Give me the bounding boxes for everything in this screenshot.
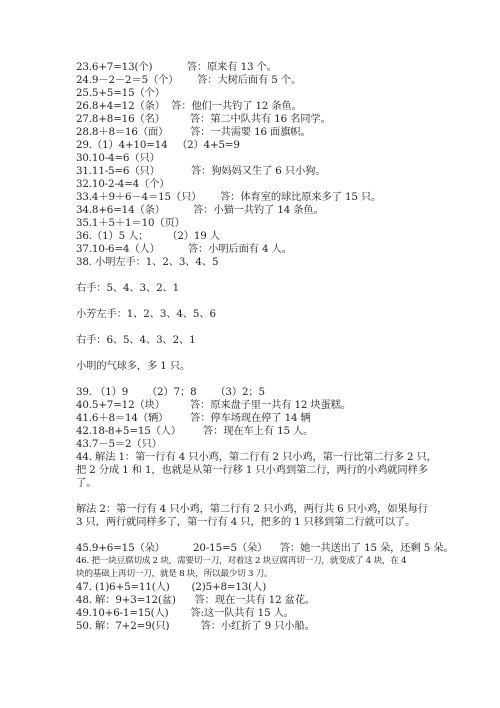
answer-line: 40.5+7=12（块） 答：原来盘子里一共有 12 块蛋糕。 (76, 399, 352, 411)
answer-line: 46. 把一块豆腐切成 2 块，需要切一刀，对着这 2 块豆腐再切一刀，就变成了 4 块，在 4 (76, 556, 407, 566)
answer-line: 38. 小明左手：1、2、3、4、5 (76, 256, 219, 268)
answer-line: 29.（1）4+10=14 （2）4+5=9 (76, 139, 240, 151)
answer-line: 44. 解法 1：第一行有 4 只小鸡，第二行有 2 只小鸡，第一行比第二行多 2 只， (76, 451, 437, 463)
answer-line: 右手：5、4、3、2、1 (76, 282, 180, 294)
answer-line: 48. 解：9+3=12(盆) 答：现在一共有 12 盆花。 (76, 594, 316, 606)
answer-line: 31.11-5=6（只） 答：狗妈妈又生了 6 只小狗。 (76, 165, 326, 177)
answer-line: 42.18-8+5=15（人） 答：现在车上有 15 人。 (76, 425, 314, 437)
answer-line: 49.10+6-1=15(人) 答:这一队共有 15 人。 (76, 607, 294, 619)
answer-line: 小芳左手：1、2、3、4、5、6 (76, 308, 216, 320)
answer-line: 把 2 分成 1 和 1，也就是从第一行移 1 只小鸡到第二行，两行的小鸡就同样多 (76, 464, 428, 476)
answer-line: 41.6＋8＝14（辆） 答：停车场现在停了 14 辆 (76, 412, 311, 424)
answer-line: 33.4＋9＋6－4＝15（只） 答：体育室的球比原来多了 15 只。 (76, 191, 382, 203)
answer-line: 47. (1)6+5=11(人) (2)5+8=13(人) (76, 581, 267, 593)
answer-line: 30.10-4=6（只） (76, 152, 160, 164)
answer-line: 24.9－2－2＝5（个） 答：大树后面有 5 个。 (76, 74, 302, 86)
answer-line: 23.6+7=13(个) 答：原来有 13 个。 (76, 61, 277, 73)
answer-line: 3 只，两行就同样多了，第一行有 4 只，把多的 1 只移到第二行就可以了。 (76, 516, 416, 528)
answer-line: 37.10-6=4（人） 答：小明后面有 4 人。 (76, 243, 292, 255)
answer-line: 35.1＋5＋1＝10（页） (76, 217, 185, 229)
answer-line: 解法 2：第一行有 4 只小鸡，第二行有 2 只小鸡，两行共 6 只小鸡，如果每行 (76, 503, 428, 515)
answer-line: 小明的气球多，多 1 只。 (76, 360, 191, 372)
answer-line: 39. （1）9 （2）7；8 （3）2；5 (76, 386, 265, 398)
answer-line: 28.8＋8＝16（面） 答：一共需要 16 面旗帜。 (76, 126, 311, 138)
answer-line: 26.8+4=12（条） 答：他们一共钓了 12 条鱼。 (76, 100, 302, 112)
answer-line: 块的基础上再切一刀，就是 8 块，所以最少切 3 刀。 (76, 569, 273, 579)
answer-line: 36.（1）5 人； （2）19 人 (76, 230, 220, 242)
answer-line: 27.8+8=16（名） 答：第二中队共有 16 名同学。 (76, 113, 331, 125)
answer-line: 43.7－5＝2（只） (76, 438, 162, 450)
answer-line: 了。 (76, 477, 97, 489)
answer-line: 25.5+5=15（个） (76, 87, 165, 99)
answer-line: 45.9+6=15（朵） 20-15=5（朵） 答：她一共送出了 15 朵，还剩 5 朵。 (76, 542, 454, 554)
answer-line: 32.10-2-4=4（个） (76, 178, 170, 190)
answer-line: 50. 解：7+2=9(只) 答：小红折了 9 只小船。 (76, 620, 315, 632)
answer-line: 34.8+6=14（条） 答：小猫一共钓了 14 条鱼。 (76, 204, 324, 216)
answer-line: 右手：6、5、4、3、2、1 (76, 334, 196, 346)
